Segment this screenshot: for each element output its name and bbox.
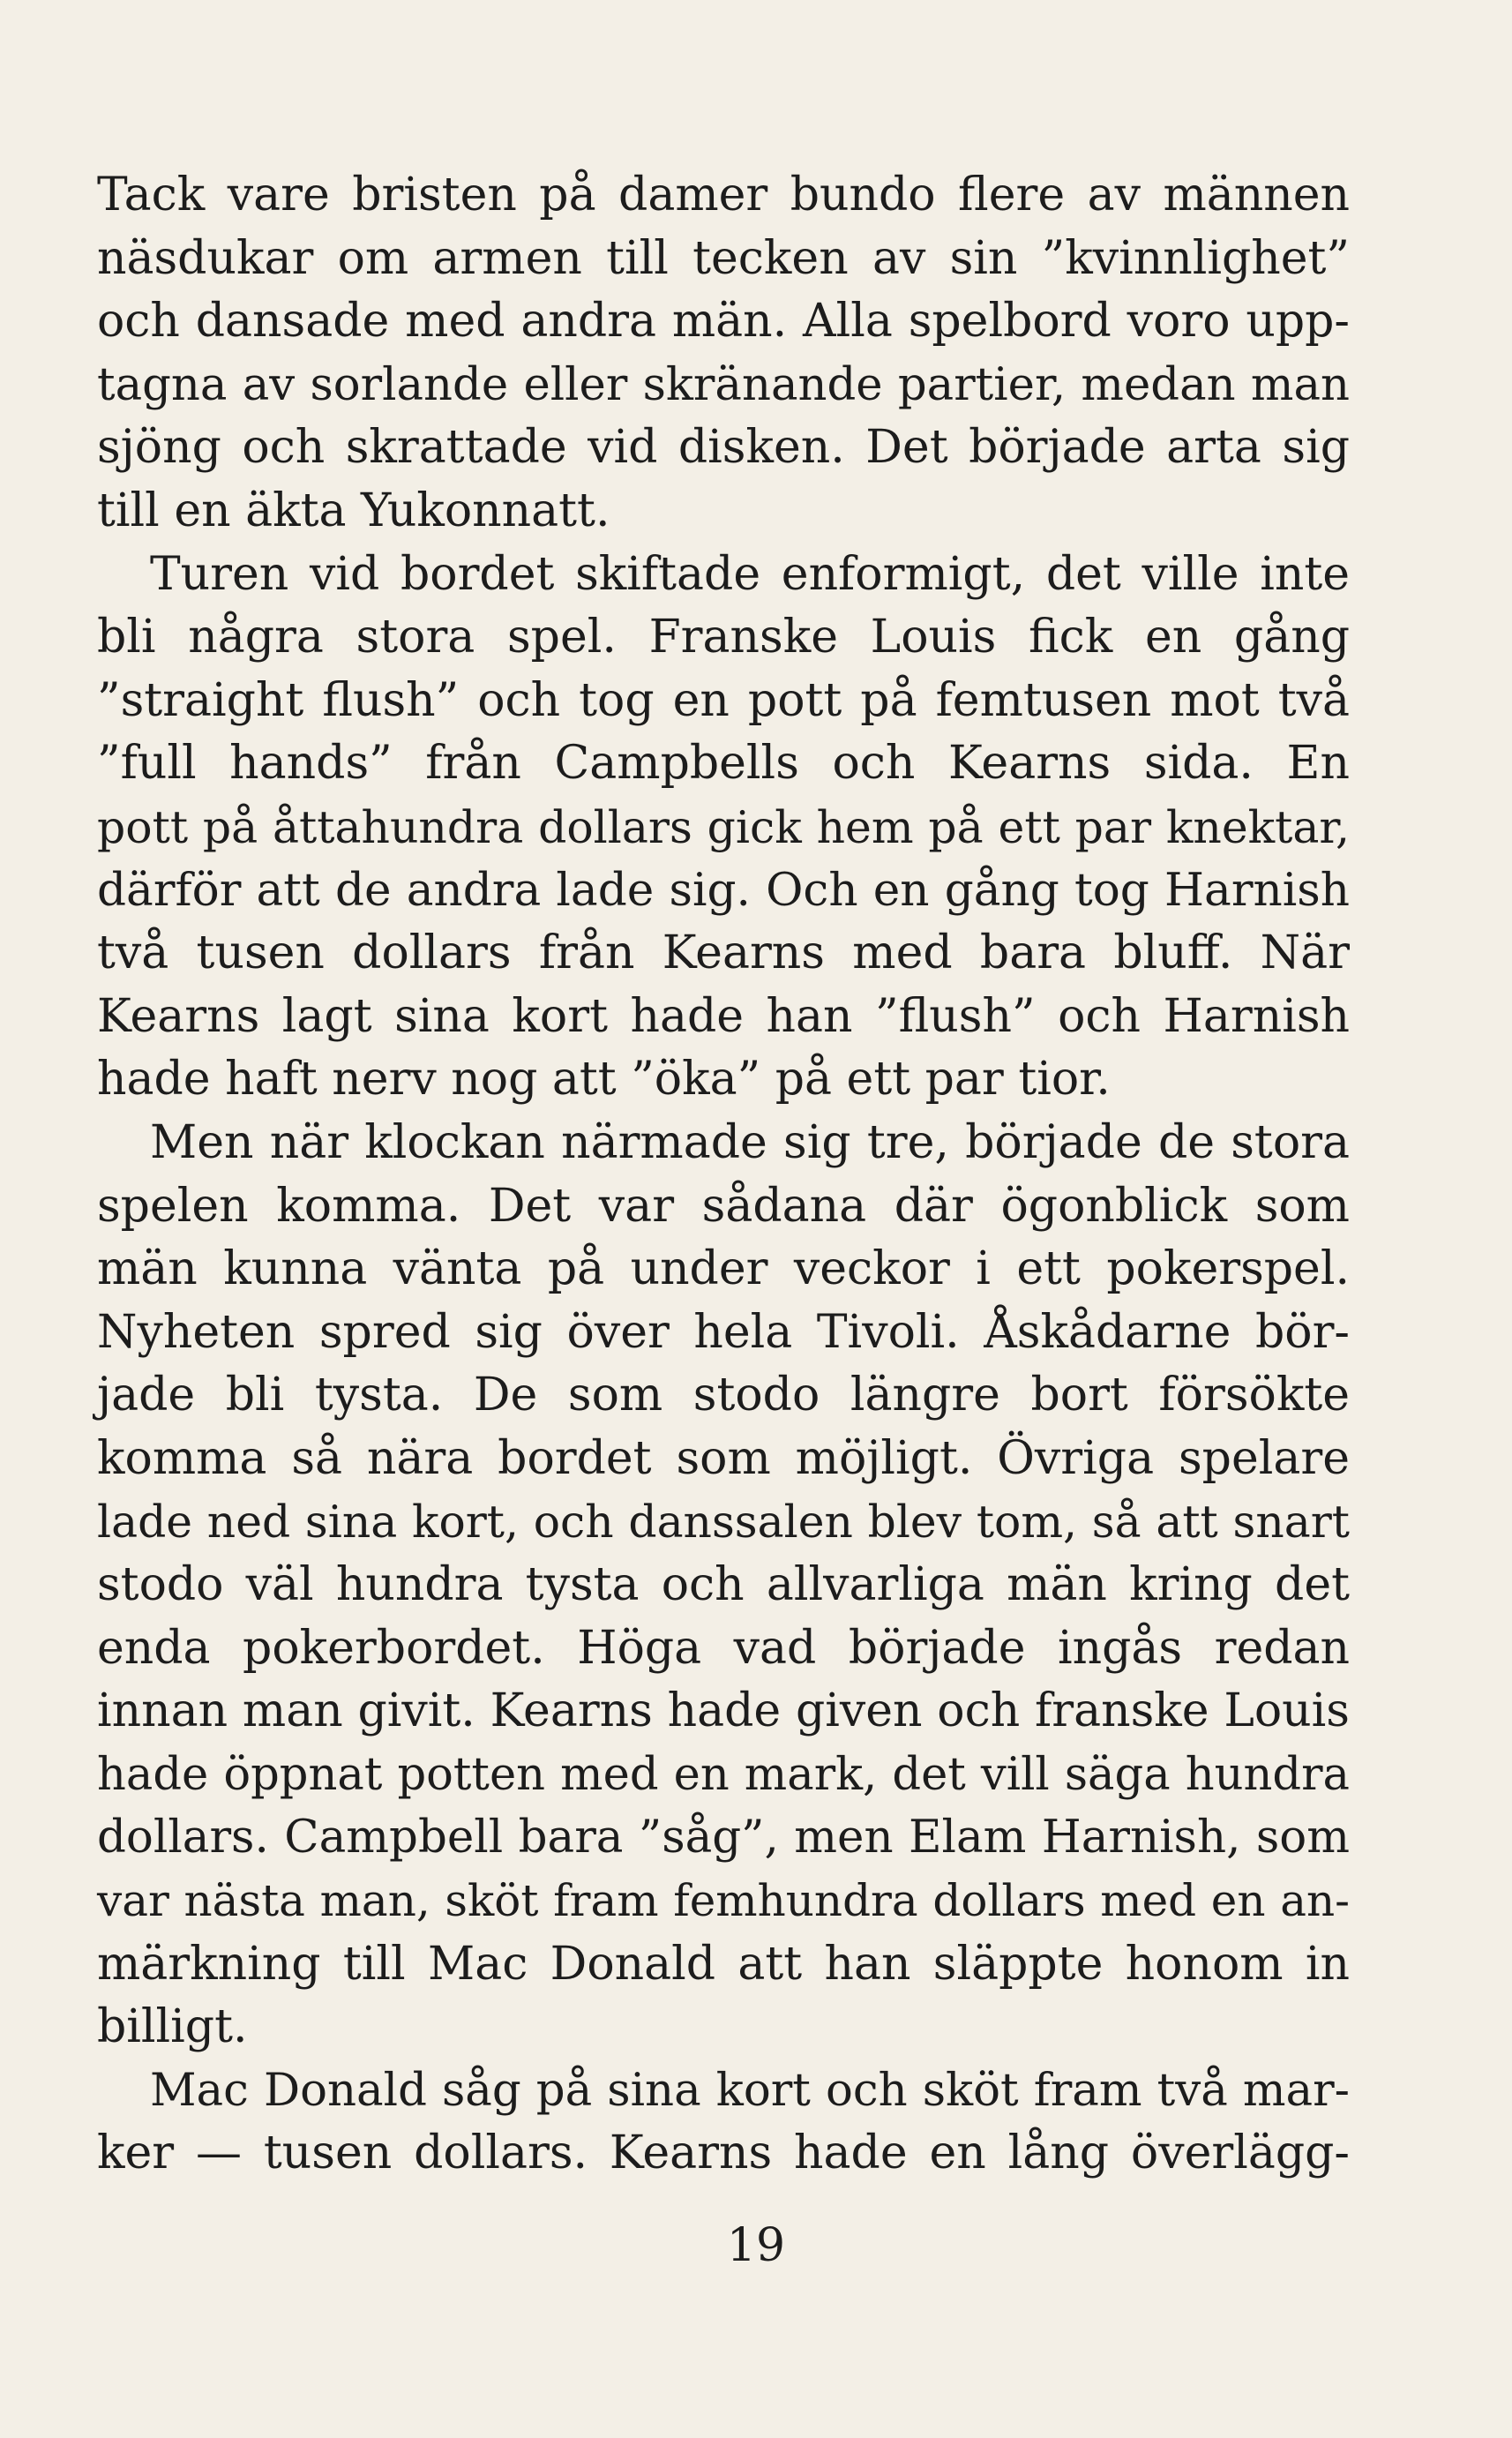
text-line: pott på åttahundra dollars gick hem på ett par knektar, — [97, 800, 1350, 853]
text-line: märkning till Mac Donald att han släppte honom in — [97, 1937, 1350, 1991]
text-line: Tack vare bristen på damer bundo flere av männen — [97, 169, 1350, 221]
text-line: ”full hands” från Campbells och Kearns sida. En — [97, 737, 1350, 791]
text-line: innan man givit. Kearns hade given och franske Louis — [97, 1684, 1350, 1738]
text-line: tagna av sorlande eller skränande partier, medan man — [97, 357, 1350, 411]
text-line: Mac Donald såg på sina kort och sköt fram två mar- — [150, 2063, 1350, 2117]
text-line: enda pokerbordet. Höga vad började ingås redan — [97, 1621, 1350, 1675]
text-line: Kearns lagt sina kort hade han ”flush” och Harnish — [97, 989, 1350, 1043]
text-line: billigt. — [97, 2000, 248, 2054]
text-line: Nyheten spred sig över hela Tivoli. Åskådarne bör- — [97, 1305, 1350, 1359]
text-line: hade öppnat potten med en mark, det vill säga hundra — [97, 1748, 1350, 1801]
text-line: till en äkta Yukonnatt. — [97, 484, 610, 537]
body-text — [97, 164, 1350, 2186]
text-line: därför att de andra lade sig. Och en gång tog Harnish — [97, 863, 1350, 917]
text-line: ”straight flush” och tog en pott på femtusen mot två — [97, 673, 1350, 727]
text-line: ker — tusen dollars. Kearns hade en lång överlägg- — [97, 2127, 1350, 2180]
text-line: sjöng och skrattade vid disken. Det började arta sig — [97, 421, 1350, 475]
text-line: var nästa man, sköt fram femhundra dollars med en an- — [97, 1875, 1350, 1927]
text-line: jade bli tysta. De som stodo längre bort försökte — [97, 1369, 1350, 1422]
text-line: lade ned sina kort, och danssalen blev tom, så att snart — [97, 1496, 1350, 1549]
text-line: komma så nära bordet som möjligt. Övriga spelare — [97, 1431, 1350, 1485]
page-number: 19 — [726, 2219, 786, 2272]
text-line: näsdukar om armen till tecken av sin ”kvinnlighet” — [97, 231, 1350, 285]
text-line: hade haft nerv nog att ”öka” på ett par tior. — [97, 1053, 1111, 1106]
text-line: män kunna vänta på under veckor i ett pokerspel. — [97, 1242, 1350, 1296]
text-line: Turen vid bordet skiftade enformigt, det ville inte — [150, 547, 1350, 601]
text-line: Men när klockan närmade sig tre, började de stora — [150, 1115, 1350, 1169]
text-line: bli några stora spel. Franske Louis fick en gång — [97, 611, 1350, 664]
text-line: spelen komma. Det var sådana där ögonblick som — [97, 1179, 1350, 1233]
text-line: två tusen dollars från Kearns med bara bluff. När — [97, 926, 1350, 980]
text-line: dollars. Campbell bara ”såg”, men Elam Harnish, som — [97, 1811, 1350, 1864]
text-line: stodo väl hundra tysta och allvarliga män kring det — [97, 1558, 1350, 1612]
text-line: och dansade med andra män. Alla spelbord voro upp- — [97, 295, 1350, 349]
